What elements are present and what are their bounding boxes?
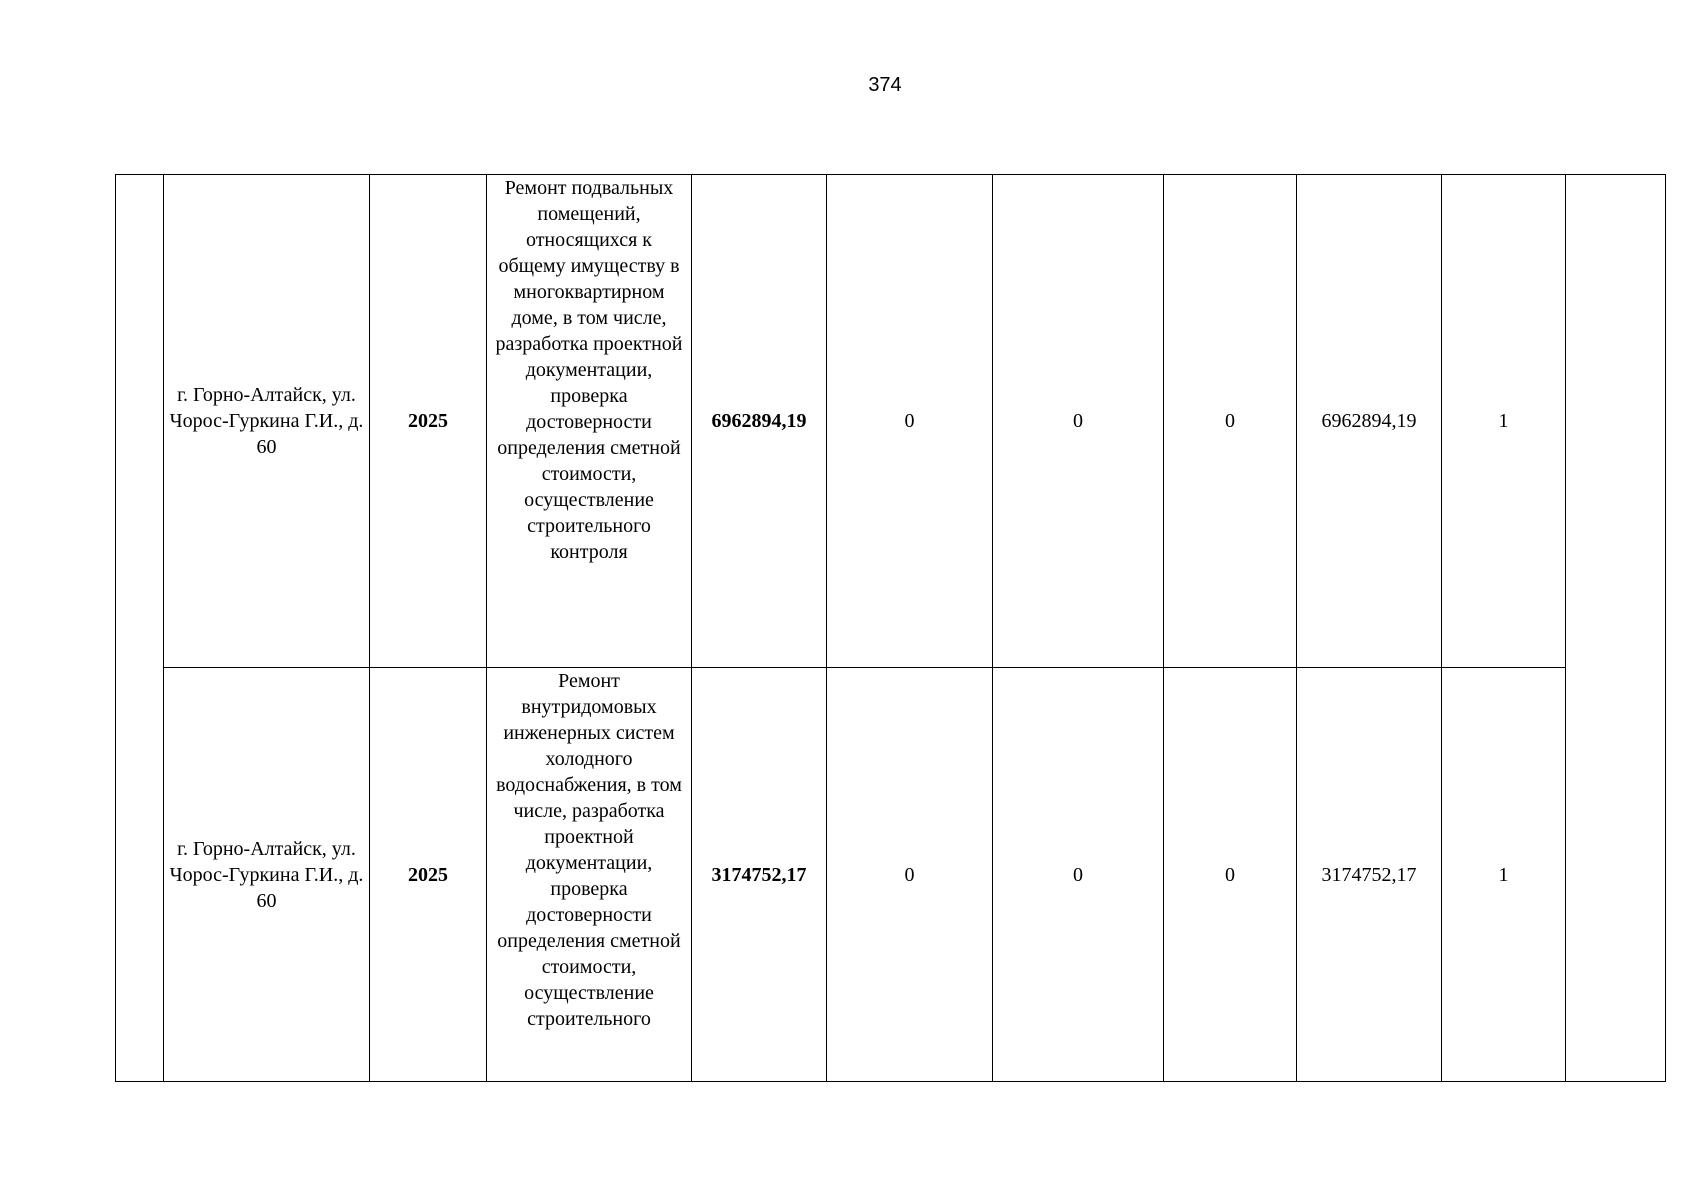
value-cell: 0 <box>1164 668 1297 1082</box>
value-cell: 0 <box>827 175 993 668</box>
address-cell: г. Горно-Алтайск, ул. Чорос-Гуркина Г.И., д. 60 <box>164 668 370 1082</box>
value-cell: 6962894,19 <box>1297 175 1442 668</box>
value-cell: 0 <box>1164 175 1297 668</box>
table-row <box>116 175 1666 668</box>
year-cell: 2025 <box>370 175 487 668</box>
value-cell: 1 <box>1442 175 1566 668</box>
value-cell: 0 <box>993 668 1164 1082</box>
works-table <box>115 174 1666 1082</box>
table-row <box>116 668 1666 1082</box>
address-cell: г. Горно-Алтайск, ул. Чорос-Гуркина Г.И., д. 60 <box>164 175 370 668</box>
year-cell: 2025 <box>370 668 487 1082</box>
index-cell <box>116 175 164 1082</box>
value-cell: 1 <box>1442 668 1566 1082</box>
value-cell: 0 <box>827 668 993 1082</box>
value-cell: 3174752,17 <box>1297 668 1442 1082</box>
last-cell <box>1566 175 1666 1082</box>
total-cost-cell: 6962894,19 <box>692 175 827 668</box>
total-cost-cell: 3174752,17 <box>692 668 827 1082</box>
work-type-cell: Ремонт внутридомовых инженерных систем холодного водоснабжения, в том числе, разработка проектной документации, проверка достоверности определения сметной стоимости, осуществление строительного <box>487 668 692 1082</box>
value-cell: 0 <box>993 175 1164 668</box>
page-number: 374 <box>868 74 902 96</box>
work-type-cell: Ремонт подвальных помещений, относящихся к общему имуществу в многоквартирном доме, в том числе, разработка проектной документации, проверка достоверности определения сметной стоимости, осуществление строительного контроля <box>487 175 692 668</box>
